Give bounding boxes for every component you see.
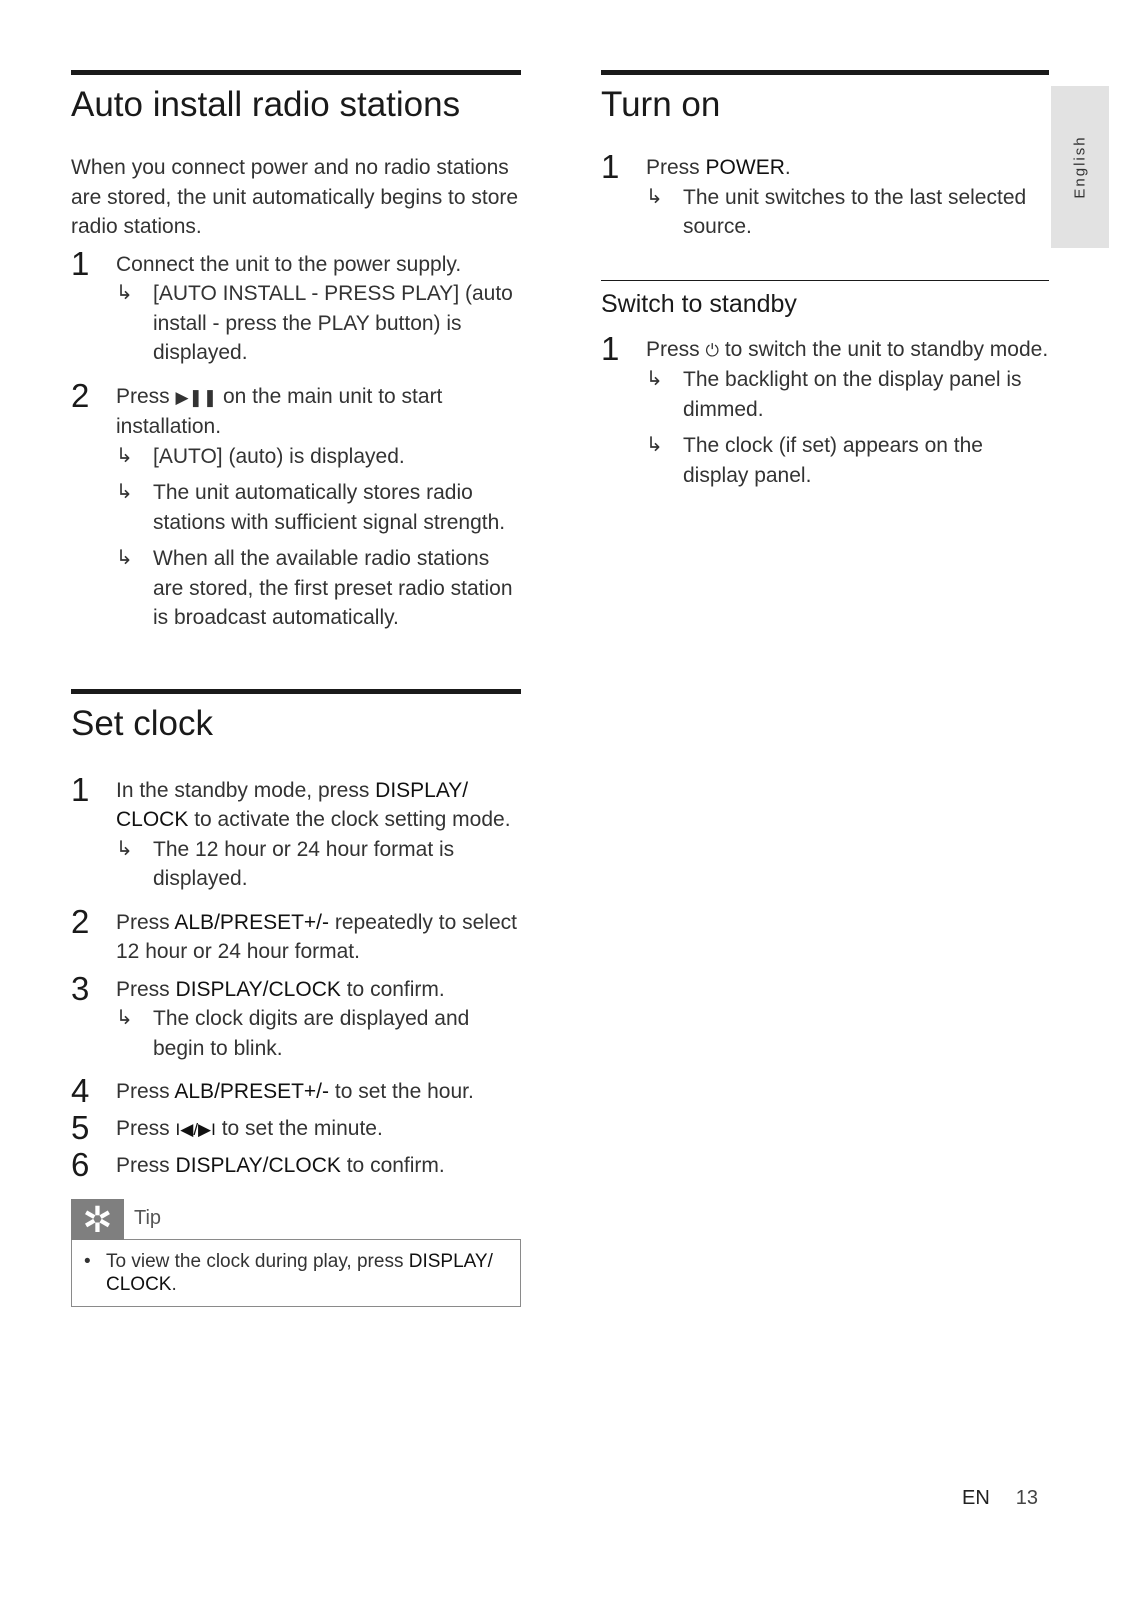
tip-text: • To view the clock during play, press DISPLAY/ CLOCK. [84,1250,493,1295]
auto-install-step-2 [71,376,521,633]
arrow-icon: ↳ [116,282,133,304]
prev-next-icon: I◀/▶I [175,1119,216,1139]
step-text: Press ▶❚❚ on the main unit to start installation. [116,384,443,438]
auto-install-intro: When you connect power and no radio stations are stored, the unit automatically begins to store radio stations. [71,156,519,238]
set-clock-step-5 [71,1108,521,1146]
step-number: 5 [71,1108,90,1146]
right-column [601,70,1049,490]
subsection-rule [601,280,1049,281]
arrow-icon: ↳ [646,434,663,456]
step-number: 6 [71,1146,90,1183]
arrow-icon: ↳ [116,1007,133,1029]
set-clock-step-3 [71,969,521,1064]
step-result: ↳ When all the available radio stations are stored, the first preset radio station is broadcast automatically. [116,544,521,633]
step-result: ↳ [AUTO INSTALL - PRESS PLAY] (auto install - press the PLAY button) is displayed. [116,279,521,368]
auto-install-step-1 [71,244,521,368]
asterisk-icon: ✲ [71,1199,124,1240]
turn-on-step-1 [601,148,1049,242]
section-rule [71,689,521,694]
step-text: Press I◀/▶I to set the minute. [116,1114,521,1145]
step-text: Press DISPLAY/CLOCK to confirm. [116,977,445,1001]
section-title-auto-install: Auto install radio stations [71,85,461,124]
step-result: ↳ The unit switches to the last selected source. [646,183,1049,242]
step-result: ↳ The backlight on the display panel is dimmed. [646,365,1049,424]
step-text: Press ALB/PRESET+/- to set the hour. [116,1080,474,1103]
set-clock-step-6 [71,1146,521,1183]
step-number: 2 [71,376,90,414]
section-title-turn-on: Turn on [601,85,721,124]
step-number: 2 [71,902,90,940]
section-title-standby: Switch to standby [601,289,797,318]
step-text: In the standby mode, press DISPLAY/ CLOCK to activate the clock setting mode. [116,778,511,831]
step-number: 1 [601,329,620,367]
step-text: Press ALB/PRESET+/- repeatedly to select 12 hour or 24 hour format. [116,910,517,963]
step-text: Press ⏻ to switch the unit to standby mode. [646,335,1049,366]
step-number: 1 [601,148,620,185]
left-column [71,70,521,1307]
tip-label: Tip [134,1206,162,1229]
step-result: ↳ [AUTO] (auto) is displayed. [116,442,521,472]
set-clock-step-2 [71,902,521,967]
power-icon: ⏻ [705,340,719,360]
footer-lang: EN [962,1487,990,1509]
set-clock-step-1 [71,770,521,894]
tip-header [71,1199,521,1240]
step-result: ↳ The clock digits are displayed and begin to blink. [116,1004,521,1063]
step-result: ↳ The unit automatically stores radio stations with sufficient signal strength. [116,478,521,537]
section-title-set-clock: Set clock [71,703,213,743]
language-tab-label: English [1071,135,1089,199]
step-number: 1 [71,244,90,282]
step-number: 1 [71,770,90,808]
arrow-icon: ↳ [116,481,133,503]
language-tab [1051,86,1109,248]
set-clock-step-4 [71,1072,521,1109]
step-number: 3 [71,969,90,1007]
bullet-icon: • [84,1250,91,1272]
section-rule [601,70,1049,75]
page-number: 13 [1015,1487,1039,1509]
standby-step-1 [601,329,1049,491]
step-result: ↳ The clock (if set) appears on the display panel. [646,431,1049,490]
arrow-icon: ↳ [646,368,663,390]
step-text: Connect the unit to the power supply. [116,252,462,276]
arrow-icon: ↳ [646,185,663,208]
page-footer [962,1487,1038,1510]
arrow-icon: ↳ [116,837,133,860]
step-text: Press POWER. [646,156,791,179]
step-number: 4 [71,1072,90,1109]
step-result: ↳ The 12 hour or 24 hour format is displayed. [116,835,521,894]
arrow-icon: ↳ [116,547,133,569]
step-text: Press DISPLAY/CLOCK to confirm. [116,1154,445,1177]
arrow-icon: ↳ [116,444,133,467]
play-pause-icon: ▶❚❚ [175,387,218,407]
tip-box [71,1199,521,1307]
section-rule [71,70,521,75]
